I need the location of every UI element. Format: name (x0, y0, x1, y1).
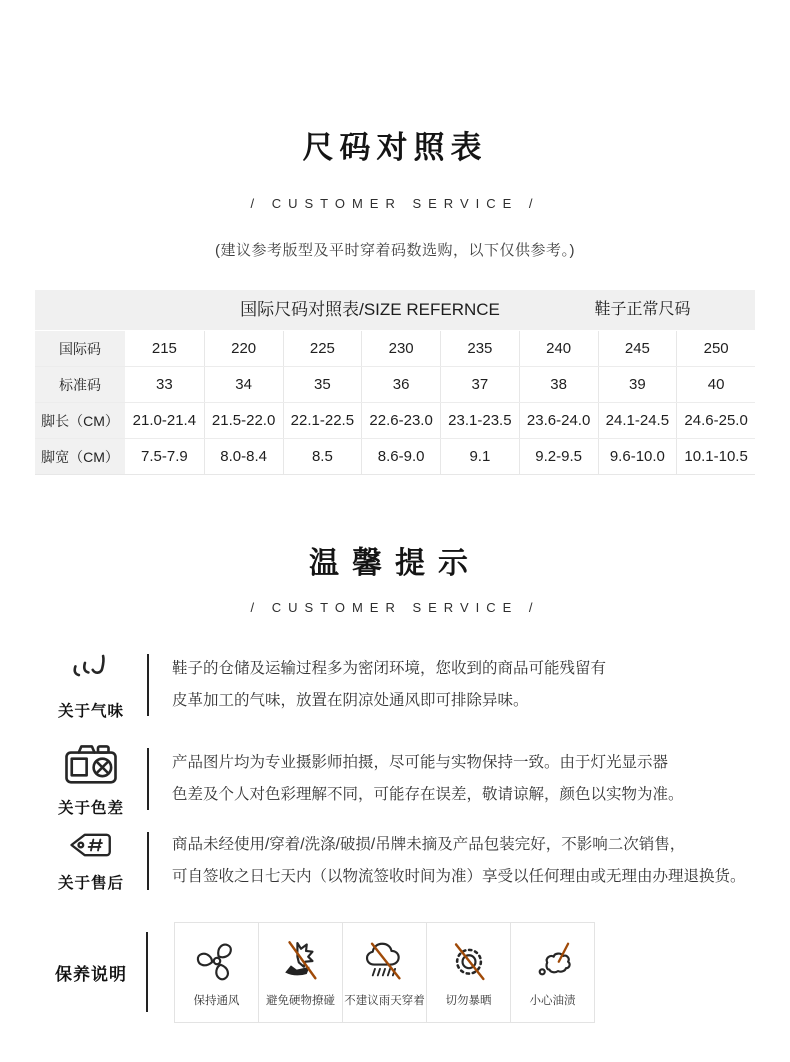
table-cell: 8.5 (283, 439, 362, 474)
table-cell: 36 (361, 367, 440, 402)
care-item-label: 切勿暴晒 (445, 994, 492, 1007)
table-cell: 23.6-24.0 (519, 403, 598, 438)
size-table (35, 290, 755, 475)
size-chart-title: 尺码对照表 (302, 130, 488, 165)
tip-label: 关于气味 (57, 703, 124, 720)
table-cell: 35 (283, 367, 362, 402)
tip-label: 关于售后 (57, 875, 124, 892)
table-cell: 33 (125, 367, 204, 402)
tip-after-sales (35, 828, 755, 894)
table-row (35, 439, 755, 475)
table-row (35, 367, 755, 403)
care-item-label: 避免硬物撩碰 (266, 994, 335, 1007)
care-item-no-sun (426, 922, 511, 1023)
care-item-no-hard-objects (258, 922, 343, 1023)
tip-odor (35, 646, 755, 724)
table-cell: 24.1-24.5 (598, 403, 677, 438)
table-cell: 9.2-9.5 (519, 439, 598, 474)
table-cell: 7.5-7.9 (125, 439, 204, 474)
size-table-header-left: 国际尺码对照表/SIZE REFERNCE (240, 300, 500, 319)
row-label: 脚宽（CM） (35, 439, 125, 474)
tag-icon (66, 829, 116, 866)
tip-color-difference (35, 740, 755, 818)
table-row (35, 403, 755, 439)
divider (146, 932, 148, 1012)
table-cell: 235 (440, 331, 519, 366)
table-cell: 220 (204, 331, 283, 366)
row-label: 脚长（CM） (35, 403, 125, 438)
care-item-label: 不建议雨天穿着 (344, 994, 425, 1007)
care-item-ventilation (174, 922, 259, 1023)
customer-service-subtitle: / CUSTOMER SERVICE / (250, 196, 540, 211)
table-cell: 215 (125, 331, 204, 366)
customer-service-subtitle: / CUSTOMER SERVICE / (250, 600, 540, 615)
table-cell: 38 (519, 367, 598, 402)
table-cell: 22.6-23.0 (361, 403, 440, 438)
tips-title: 温馨提示 (309, 547, 481, 580)
care-instructions (174, 922, 595, 1023)
table-cell: 23.1-23.5 (440, 403, 519, 438)
size-note: (建议参考版型及平时穿着码数选购，以下仅供参考。) (215, 242, 575, 259)
table-cell: 240 (519, 331, 598, 366)
table-cell: 22.1-22.5 (283, 403, 362, 438)
table-cell: 34 (204, 367, 283, 402)
care-item-oil-stain (510, 922, 595, 1023)
tip-text-line: 产品图片均为专业摄影师拍摄，尽可能与实物保持一致。由于灯光显示器 (172, 754, 669, 771)
table-cell: 9.6-10.0 (598, 439, 677, 474)
row-label: 国际码 (35, 331, 125, 366)
table-cell: 250 (676, 331, 755, 366)
no-hard-object-icon (278, 938, 324, 984)
table-cell: 8.0-8.4 (204, 439, 283, 474)
table-row (35, 331, 755, 367)
tip-text-line: 商品未经使用/穿着/洗涤/破损/吊牌未摘及产品包装完好，不影响二次销售， (172, 836, 686, 853)
row-label: 标准码 (35, 367, 125, 402)
tip-text-line: 皮革加工的气味，放置在阴凉处通风即可排除异味。 (172, 692, 529, 709)
tip-text-line: 鞋子的仓储及运输过程多为密闭环境，您收到的商品可能残留有 (172, 660, 607, 677)
oil-stain-icon (530, 938, 576, 984)
care-item-label: 保持通风 (193, 994, 240, 1007)
care-section-label: 保养说明 (55, 964, 127, 984)
size-table-header (35, 290, 755, 330)
table-cell: 21.0-21.4 (125, 403, 204, 438)
table-cell: 225 (283, 331, 362, 366)
camera-icon (63, 740, 119, 791)
no-rain-icon (362, 938, 408, 984)
size-table-header-right: 鞋子正常尺码 (594, 301, 691, 318)
table-cell: 39 (598, 367, 677, 402)
no-sun-icon (446, 938, 492, 984)
table-cell: 24.6-25.0 (676, 403, 755, 438)
table-cell: 37 (440, 367, 519, 402)
care-item-label: 小心油渍 (529, 994, 576, 1007)
table-cell: 40 (676, 367, 755, 402)
tip-text-line: 可自签收之日七天内（以物流签收时间为准）享受以任何理由或无理由办理退换货。 (172, 868, 746, 885)
tip-text-line: 色差及个人对色彩理解不同，可能存在误差，敬请谅解，颜色以实物为准。 (172, 786, 684, 803)
table-cell: 9.1 (440, 439, 519, 474)
table-cell: 21.5-22.0 (204, 403, 283, 438)
fan-icon (194, 938, 240, 984)
table-cell: 245 (598, 331, 677, 366)
smell-icon (65, 649, 117, 694)
table-cell: 10.1-10.5 (676, 439, 755, 474)
table-cell: 8.6-9.0 (361, 439, 440, 474)
care-item-no-rain (342, 922, 427, 1023)
tip-label: 关于色差 (57, 800, 124, 817)
table-cell: 230 (361, 331, 440, 366)
